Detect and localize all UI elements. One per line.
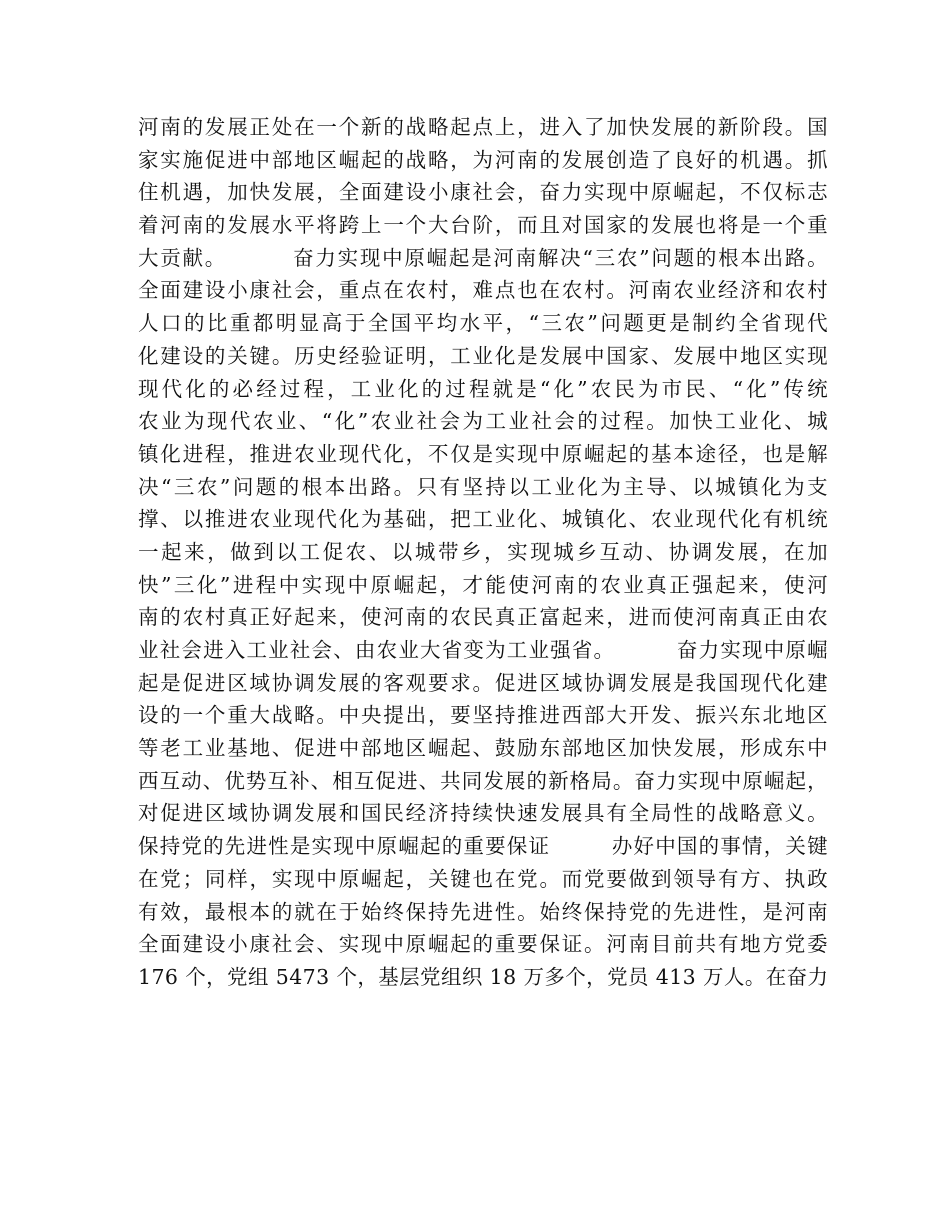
text-line: 全面建设小康社会、实现中原崛起的重要保证。河南目前共有地方党委: [138, 932, 828, 957]
text-line: 河南的发展正处在一个新的战略起点上，进入了加快发展的新阶段。国: [138, 115, 828, 139]
text-line: 176 个，党组 5473 个，基层党组织 18 万多个，党员 413 万人。在奋力: [138, 964, 829, 989]
text-line: 家实施促进中部地区崛起的战略，为河南的发展创造了良好的机遇。抓: [138, 147, 828, 172]
text-line: 全面建设小康社会，重点在农村，难点也在农村。河南农业经济和农村: [138, 278, 828, 303]
text-line: 在党；同样，实现中原崛起，关键也在党。而党要做到领导有方、执政: [138, 866, 828, 891]
text-line: 有效，最根本的就在于始终保持先进性。始终保持党的先进性，是河南: [138, 899, 828, 924]
text-line: 西互动、优势互补、相互促进、共同发展的新格局。奋力实现中原崛起，: [138, 768, 828, 793]
text-line: 对促进区域协调发展和国民经济持续快速发展具有全局性的战略意义。: [138, 801, 828, 826]
body-text: [138, 111, 828, 994]
text-line: 决“三农”问题的根本出路。只有坚持以工业化为主导、以城镇化为支: [138, 474, 828, 499]
text-line: 等老工业基地、促进中部地区崛起、鼓励东部地区加快发展，形成东中: [138, 736, 828, 761]
text-line: 快”三化”进程中实现中原崛起，才能使河南的农业真正强起来，使河: [138, 572, 828, 597]
text-line: 一起来，做到以工促农、以城带乡，实现城乡互动、协调发展，在加: [138, 539, 828, 564]
text-line: 住机遇，加快发展，全面建设小康社会，奋力实现中原崛起，不仅标志: [138, 180, 828, 205]
text-line: 大贡献。 奋力实现中原崛起是河南解决“三农”问题的根本出路。: [138, 245, 828, 270]
text-line: 现代化的必经过程，工业化的过程就是“化”农民为市民、“化”传统: [138, 376, 828, 401]
text-line: 南的农村真正好起来，使河南的农民真正富起来，进而使河南真正由农: [138, 605, 828, 630]
text-line: 化建设的关键。历史经验证明，工业化是发展中国家、发展中地区实现: [138, 343, 828, 368]
text-line: 着河南的发展水平将跨上一个大台阶，而且对国家的发展也将是一个重: [138, 213, 828, 238]
text-line: 人口的比重都明显高于全国平均水平，“三农”问题更是制约全省现代: [138, 311, 828, 336]
text-line: 农业为现代农业、“化”农业社会为工业社会的过程。加快工业化、城: [138, 409, 828, 434]
text-line: 保持党的先进性是实现中原崛起的重要保证 办好中国的事情，关键: [138, 834, 828, 859]
text-line: 设的一个重大战略。中央提出，要坚持推进西部大开发、振兴东北地区: [138, 703, 828, 728]
text-line: 镇化进程，推进农业现代化，不仅是实现中原崛起的基本途径，也是解: [138, 441, 828, 466]
text-line: 撑、以推进农业现代化为基础，把工业化、城镇化、农业现代化有机统: [138, 507, 828, 532]
text-line: 起是促进区域协调发展的客观要求。促进区域协调发展是我国现代化建: [138, 670, 828, 695]
text-line: 业社会进入工业社会、由农业大省变为工业强省。 奋力实现中原崛: [138, 638, 828, 662]
